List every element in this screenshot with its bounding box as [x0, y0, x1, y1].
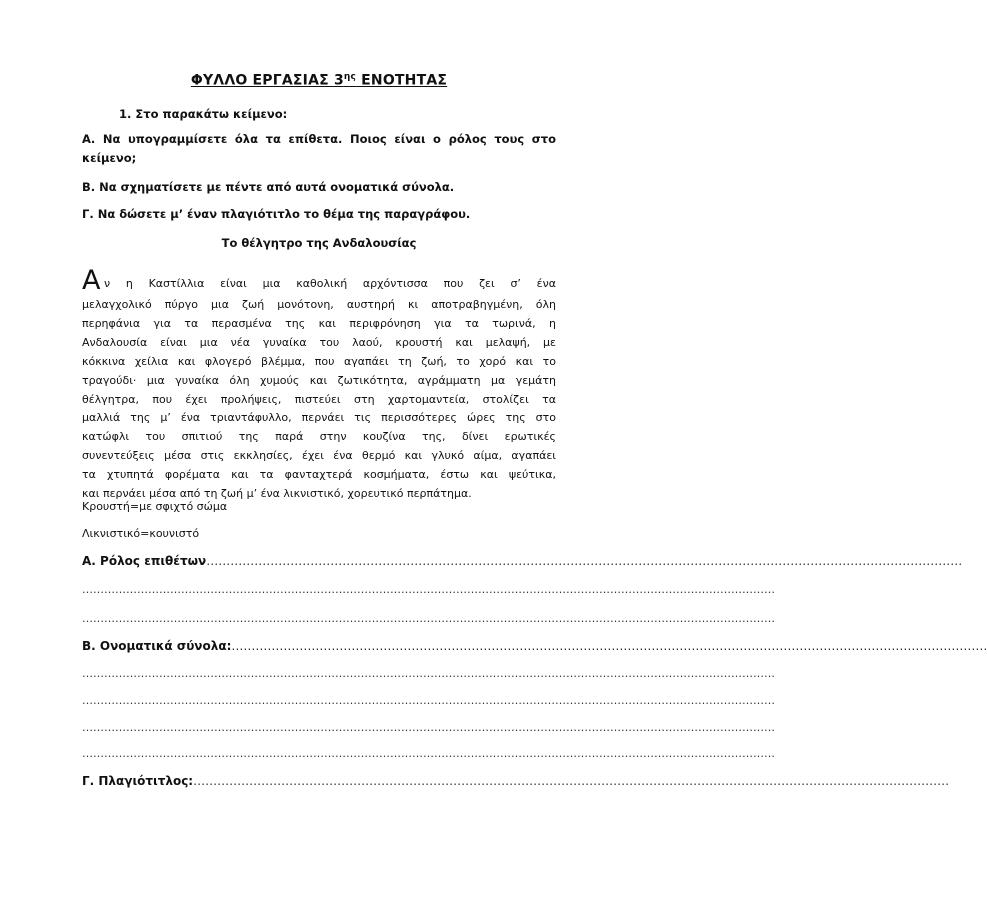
passage-line: τραγούδι· μια γυναίκα όλη χυμούς και ζωτικότητα, αγράμματη μα γεμάτη	[82, 373, 556, 387]
instruction-c: Γ. Να δώσετε μ’ έναν πλαγιότιτλο το θέμα της παραγράφου.	[82, 207, 471, 221]
passage-line: κόκκινα χείλια και φλογερό βλέμμα, που αγαπάει τη ζωή, το χορό και το	[82, 354, 556, 368]
answer-line[interactable]: ………………………………………………………………………………………………………………………………………………………………………	[193, 774, 950, 788]
answer-line[interactable]: ………………………………………………………………………………………………………………………………………………………………………	[206, 554, 963, 568]
passage-line: συνεντεύξεις μέσα στις εκκλησίες, έχει ένα θερμό και γλυκό αίμα, αγαπάει	[82, 449, 556, 463]
passage-line: μαλλιά της μ’ ένα τριαντάφυλλο, περνάει τις περισσότερες ώρες της στο	[82, 411, 556, 425]
passage-first-line: ν η Καστίλλια είναι μια καθολική αρχόντισσα που ζει σ’ ένα	[104, 277, 556, 290]
answer-line[interactable]: ………………………………………………………………………………………………………………………………………………………………………	[82, 694, 775, 707]
passage-line: τα χτυπητά φορέματα και τα φανταχτερά κοσμήματα, έστω και ψεύτικα,	[82, 468, 556, 482]
passage-line: κατώφλι του σπιτιού της παρά στην κουζίνα της, δίνει ερωτικές	[82, 430, 556, 444]
section-c-heading: Γ. Πλαγιότιτλος:………………………………………………………………………………………………………………………………………………………………………	[82, 774, 950, 788]
passage-title: Το θέλγητρο της Ανδαλουσίας	[221, 236, 417, 250]
drop-cap: Α	[82, 265, 101, 296]
answer-line[interactable]: ………………………………………………………………………………………………………………………………………………………………………	[231, 639, 987, 653]
gloss-krousti: Κρουστή=με σφιχτό σώμα	[82, 500, 228, 513]
passage-line: και περνάει μέσα από τη ζωή μ’ ένα λικνιστικό, χορευτικό περπάτημα.	[82, 487, 472, 501]
passage-line: περηφάνια για τα περασμένα της και περιφρόνηση για τα τωρινά, η	[82, 316, 556, 330]
answer-line[interactable]: ………………………………………………………………………………………………………………………………………………………………………	[82, 721, 775, 734]
passage-body	[82, 296, 556, 504]
answer-line[interactable]: ………………………………………………………………………………………………………………………………………………………………………	[82, 612, 775, 625]
answer-line[interactable]: ………………………………………………………………………………………………………………………………………………………………………	[82, 667, 775, 680]
passage-line: μελαγχολικό πύργο μια ζωή μονότονη, αυστηρή κι αποτραβηγμένη, όλη	[82, 298, 556, 311]
section-a-heading: Α. Ρόλος επιθέτων………………………………………………………………………………………………………………………………………………………………………	[82, 554, 963, 568]
section-b-heading: Β. Ονοματικά σύνολα:………………………………………………………………………………………………………………………………………………………………………	[82, 639, 987, 653]
passage-line: Ανδαλουσία είναι μια νέα γυναίκα του λαού, κρουστή και μελαψή, με	[82, 335, 556, 349]
passage-line: θέλγητρα, που έχει προλήψεις, πιστεύει στη χαρτομαντεία, στολίζει τα	[82, 392, 556, 406]
worksheet-title: ΦΥΛΛΟ ΕΡΓΑΣΙΑΣ $3^{\eta\varsigma}$ ΕΝΟΤΗΤΑΣ	[190, 72, 448, 89]
answer-line[interactable]: ………………………………………………………………………………………………………………………………………………………………………	[82, 747, 775, 760]
instruction-b: Β. Να σχηματίσετε με πέντε από αυτά ονοματικά σύνολα.	[82, 180, 455, 194]
answer-line[interactable]: ………………………………………………………………………………………………………………………………………………………………………	[82, 583, 775, 596]
question-1: 1. Στο παρακάτω κείμενο:	[119, 107, 288, 121]
instruction-a: Α. Να υπογραμμίσετε όλα τα επίθετα. Ποιος είναι ο ρόλος τους στο κείμενο;	[82, 132, 556, 165]
gloss-liknistiko: Λικνιστικό=κουνιστό	[82, 527, 200, 540]
